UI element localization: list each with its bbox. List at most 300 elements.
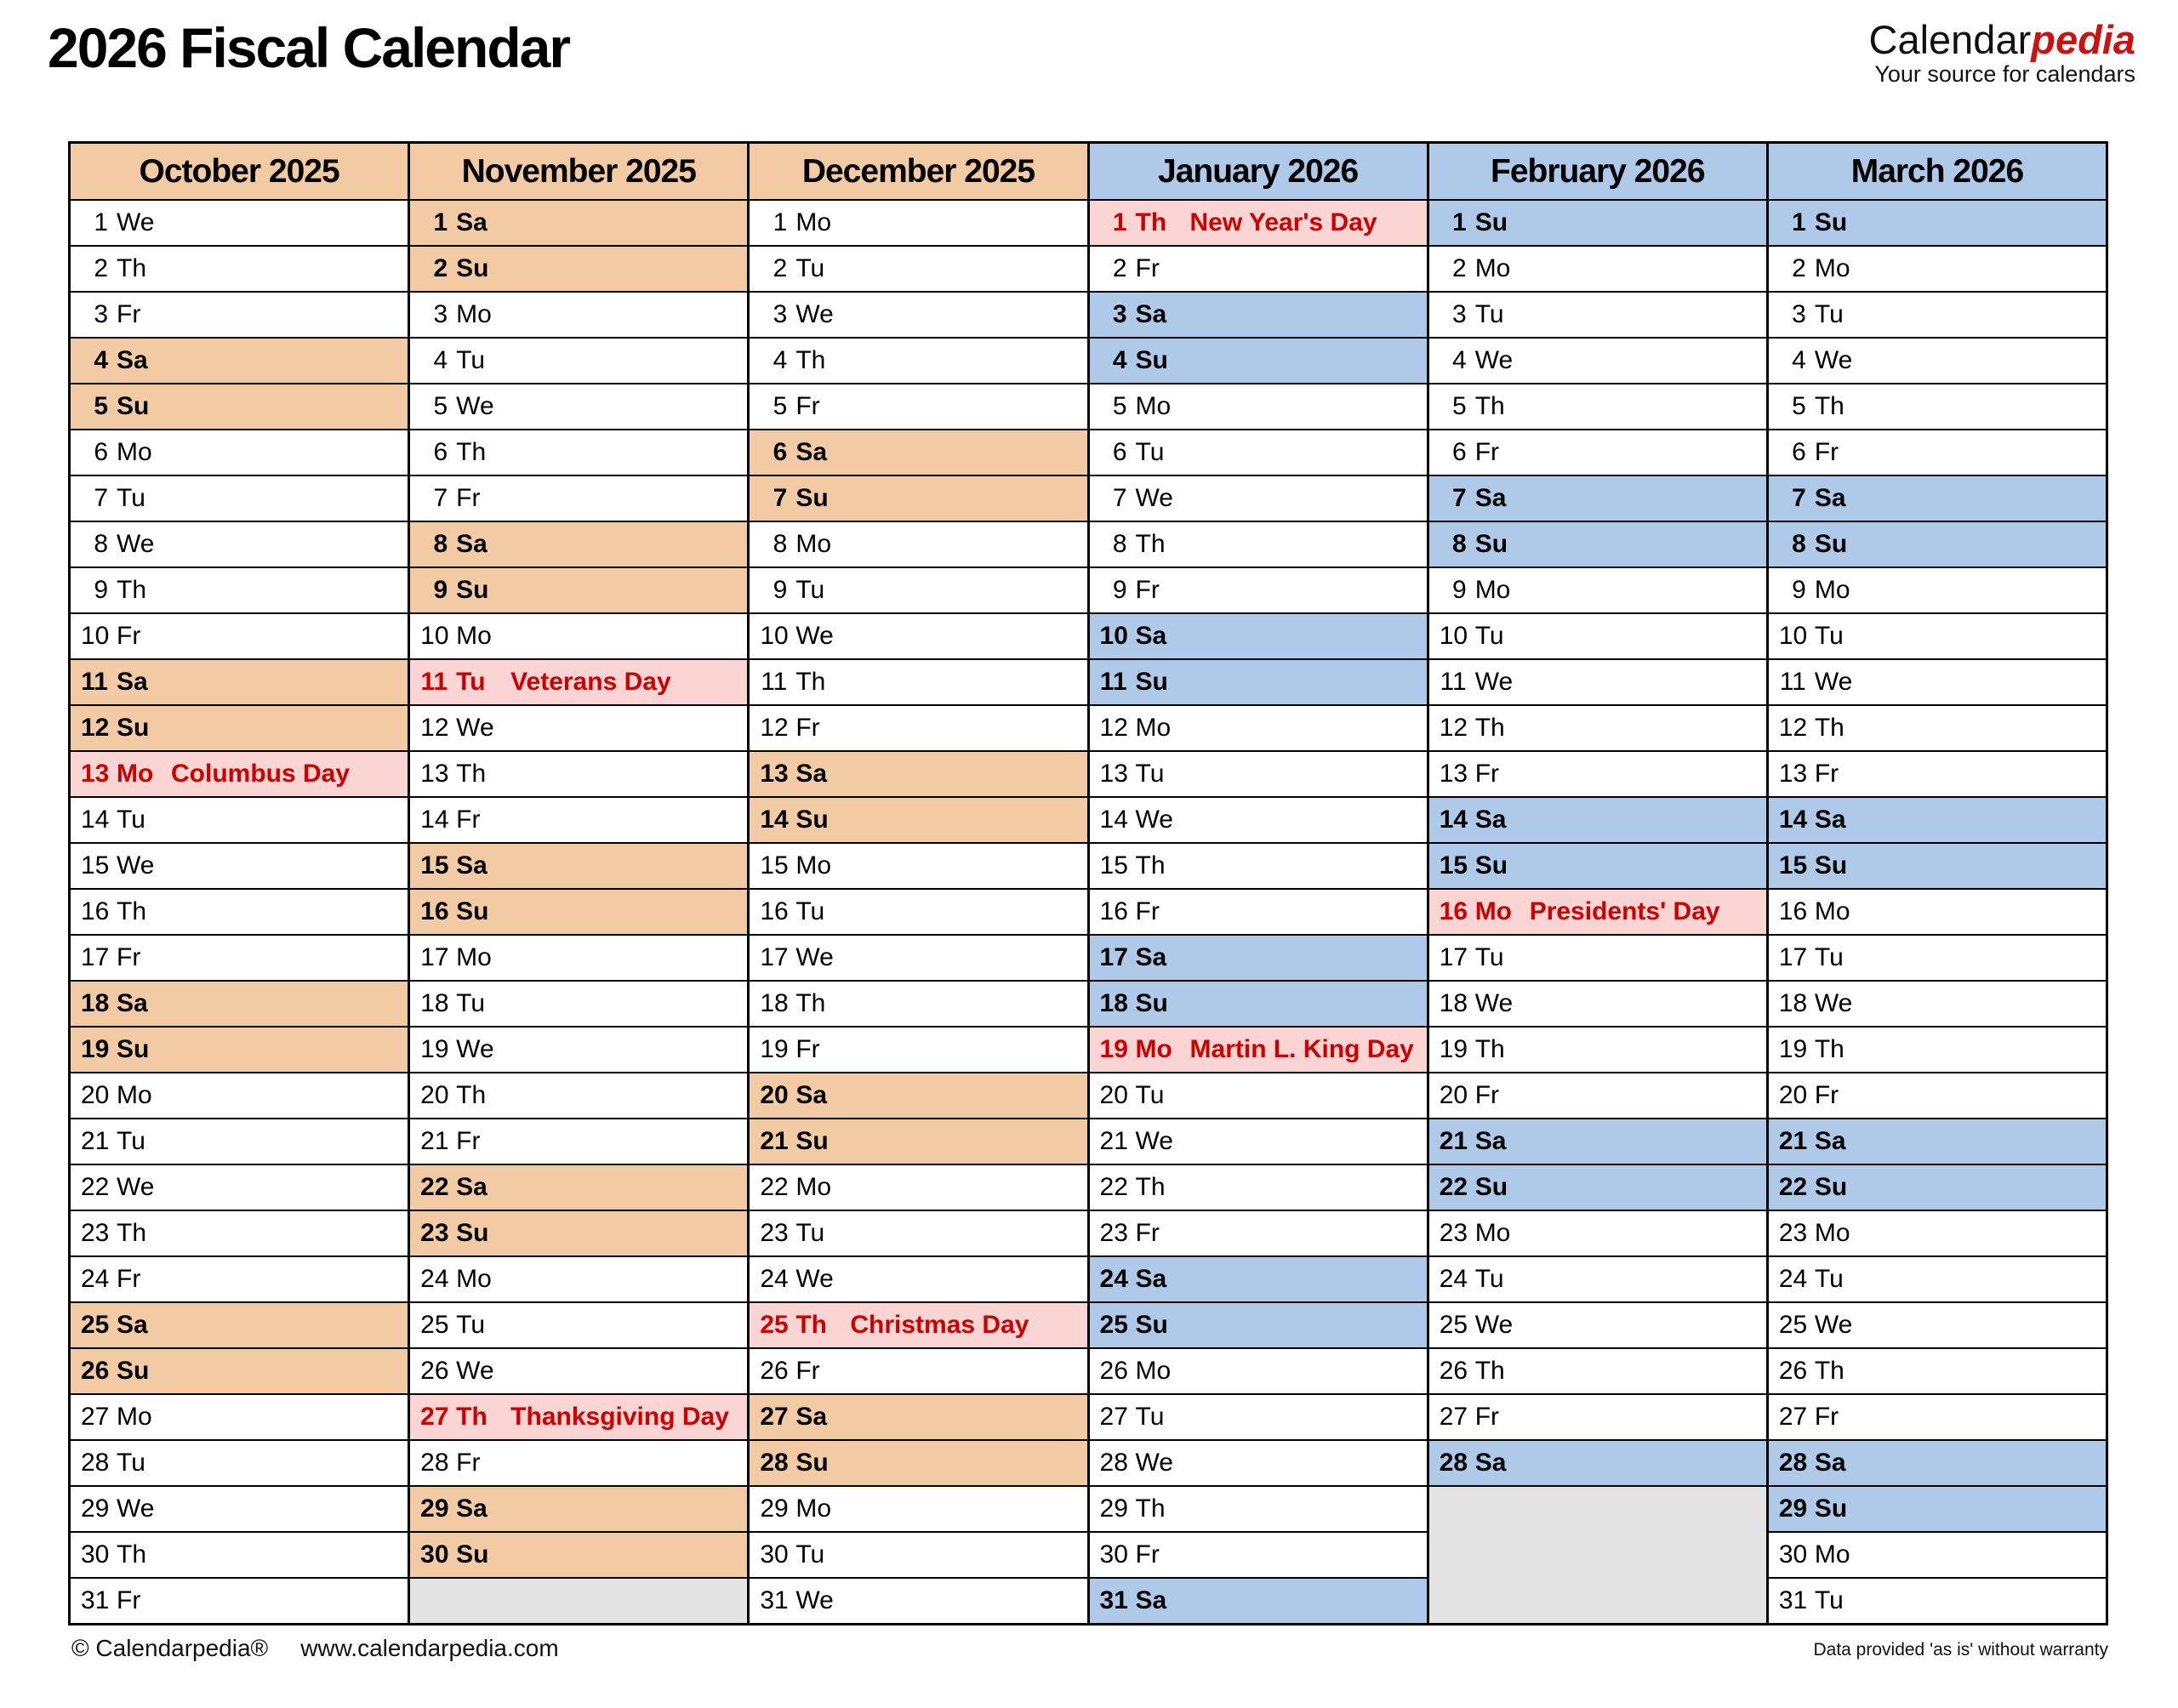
- day-cell-weekend: [410, 1531, 747, 1577]
- weekday-abbr: Tu: [1474, 622, 1504, 650]
- day-number: 22: [760, 1173, 789, 1201]
- weekday-abbr: Su: [1474, 208, 1508, 236]
- weekday-abbr: Su: [1474, 851, 1508, 880]
- day-number: 19: [1439, 1035, 1468, 1063]
- weekday-abbr: Tu: [795, 1219, 825, 1247]
- weekday-abbr: We: [117, 530, 155, 558]
- weekday-abbr: Su: [1135, 989, 1168, 1017]
- day-cell-weekend: [71, 383, 408, 429]
- weekday-abbr: Fr: [117, 622, 141, 650]
- weekday-abbr: We: [1474, 989, 1514, 1017]
- day-cell: [410, 796, 747, 842]
- day-number: 4: [94, 346, 108, 374]
- weekday-abbr: We: [795, 943, 834, 971]
- month-column-october-2025: [71, 144, 408, 1623]
- day-number: 10: [1099, 622, 1128, 650]
- day-number: 12: [760, 714, 789, 742]
- day-number: 20: [760, 1081, 789, 1109]
- day-number: 12: [420, 714, 449, 742]
- day-number: 21: [1099, 1127, 1128, 1155]
- day-cell-weekend: [1090, 612, 1427, 658]
- day-cell: [71, 1439, 408, 1485]
- weekday-abbr: Mo: [795, 1494, 832, 1523]
- weekday-abbr: Th: [1814, 714, 1844, 742]
- day-cell: [71, 1072, 408, 1118]
- day-cell: [750, 1026, 1086, 1072]
- day-number: 13: [1099, 760, 1128, 788]
- weekday-abbr: Th: [1135, 851, 1166, 880]
- weekday-abbr: Su: [1814, 208, 1848, 236]
- day-cell: [410, 934, 747, 980]
- day-cell: [1769, 612, 2106, 658]
- day-number: 5: [1792, 392, 1806, 420]
- day-cell-weekend: [1429, 842, 1766, 888]
- weekday-abbr: We: [117, 208, 155, 236]
- day-number: 28: [1099, 1449, 1128, 1477]
- day-number: 30: [1778, 1540, 1808, 1569]
- weekday-abbr: Mo: [117, 1403, 152, 1431]
- day-number: 16: [81, 897, 110, 925]
- day-cell: [1429, 1393, 1766, 1439]
- day-cell: [1090, 1347, 1427, 1393]
- day-cell: [410, 429, 747, 475]
- day-cell: [750, 1531, 1086, 1577]
- day-number: 8: [433, 530, 448, 558]
- day-cell-weekend: [1429, 796, 1766, 842]
- day-cell: [1090, 1531, 1427, 1577]
- day-number: 27: [1439, 1403, 1468, 1431]
- day-number: 28: [1778, 1449, 1808, 1477]
- day-cell: [1429, 383, 1766, 429]
- weekday-abbr: Fr: [1814, 1081, 1839, 1109]
- weekday-abbr: We: [456, 714, 494, 742]
- day-number: 3: [1792, 300, 1806, 328]
- weekday-abbr: Sa: [1135, 622, 1167, 650]
- weekday-abbr: Sa: [117, 346, 148, 374]
- day-cell: [71, 566, 408, 612]
- month-column-november-2025: [408, 144, 747, 1623]
- weekday-abbr: We: [117, 1494, 155, 1523]
- day-cell: [71, 245, 408, 291]
- weekday-abbr: Mo: [117, 438, 152, 466]
- day-cell: [1090, 796, 1427, 842]
- day-cell: [750, 1485, 1086, 1531]
- day-cell-weekend: [1769, 796, 2106, 842]
- day-cell: [1090, 521, 1427, 566]
- day-number: 27: [420, 1403, 449, 1431]
- day-number: 14: [420, 806, 449, 834]
- day-cell-weekend: [410, 1210, 747, 1255]
- weekday-abbr: Su: [1474, 530, 1508, 558]
- day-cell: [1429, 566, 1766, 612]
- weekday-abbr: Sa: [1474, 806, 1507, 834]
- day-number: 24: [81, 1265, 110, 1293]
- weekday-abbr: We: [456, 1035, 494, 1063]
- day-number: 16: [760, 897, 789, 925]
- day-number: 20: [1099, 1081, 1128, 1109]
- weekday-abbr: Fr: [1135, 1219, 1160, 1247]
- day-number: 31: [1099, 1586, 1128, 1614]
- month-column-march-2026: [1766, 144, 2106, 1623]
- day-number: 24: [1439, 1265, 1468, 1293]
- day-number: 6: [1792, 438, 1806, 466]
- day-cell: [1769, 245, 2106, 291]
- day-number: 23: [420, 1219, 449, 1247]
- day-cell-weekend: [1090, 337, 1427, 383]
- weekday-abbr: Sa: [1814, 806, 1846, 834]
- weekday-abbr: Th: [1474, 392, 1505, 420]
- day-cell-weekend: [1429, 521, 1766, 566]
- weekday-abbr: Mo: [1474, 897, 1513, 925]
- weekday-abbr: Th: [795, 1311, 827, 1339]
- day-number: 4: [773, 346, 788, 374]
- day-number: 25: [1439, 1311, 1468, 1339]
- holiday-label: Christmas Day: [850, 1311, 1029, 1339]
- day-number: 19: [760, 1035, 789, 1063]
- weekday-abbr: We: [1814, 1311, 1853, 1339]
- weekday-abbr: We: [117, 851, 155, 880]
- day-number: 26: [1099, 1357, 1128, 1385]
- day-number: 2: [1452, 254, 1467, 282]
- day-cell: [1769, 888, 2106, 934]
- holiday-label: Thanksgiving Day: [510, 1403, 729, 1431]
- day-cell: [410, 383, 747, 429]
- day-number: 25: [760, 1311, 789, 1339]
- day-cell: [1429, 1210, 1766, 1255]
- holiday-label: Columbus Day: [171, 760, 351, 788]
- day-number: 14: [1778, 806, 1808, 834]
- weekday-abbr: Tu: [795, 897, 825, 925]
- day-cell-weekend: [1429, 1118, 1766, 1164]
- day-number: 12: [81, 714, 110, 742]
- day-number: 21: [81, 1127, 110, 1155]
- day-cell: [1429, 750, 1766, 796]
- day-cell: [1429, 291, 1766, 337]
- day-number: 5: [1452, 392, 1467, 420]
- weekday-abbr: Mo: [1814, 897, 1850, 925]
- day-cell: [410, 750, 747, 796]
- weekday-abbr: Mo: [456, 1265, 492, 1293]
- weekday-abbr: Tu: [117, 484, 145, 512]
- weekday-abbr: Tu: [456, 1311, 486, 1339]
- day-cell: [1429, 1026, 1766, 1072]
- weekday-abbr: We: [1814, 346, 1853, 374]
- day-cell: [1090, 1164, 1427, 1210]
- day-number: 22: [420, 1173, 449, 1201]
- weekday-abbr: Tu: [795, 576, 825, 604]
- day-cell: [1429, 704, 1766, 750]
- day-number: 28: [760, 1449, 789, 1477]
- day-number: 7: [773, 484, 788, 512]
- weekday-abbr: Mo: [795, 530, 832, 558]
- day-number: 8: [773, 530, 788, 558]
- day-number: 31: [1778, 1586, 1808, 1614]
- weekday-abbr: Th: [795, 668, 826, 696]
- day-cell: [1090, 566, 1427, 612]
- weekday-abbr: Sa: [1135, 943, 1167, 971]
- day-number: 14: [81, 806, 110, 834]
- day-number: 13: [420, 760, 449, 788]
- weekday-abbr: Tu: [1135, 760, 1165, 788]
- day-cell: [410, 291, 747, 337]
- weekday-abbr: Th: [456, 1081, 487, 1109]
- weekday-abbr: Th: [456, 438, 487, 466]
- day-cell: [1769, 658, 2106, 704]
- weekday-abbr: Tu: [117, 1127, 145, 1155]
- day-cell: [1429, 429, 1766, 475]
- day-cell-weekend: [1769, 199, 2106, 245]
- website-link[interactable]: www.calendarpedia.com: [300, 1635, 559, 1661]
- day-number: 15: [81, 851, 110, 880]
- day-cell: [750, 934, 1086, 980]
- day-cell: [1090, 383, 1427, 429]
- day-cell: [410, 1439, 747, 1485]
- calendar-table: [68, 141, 2108, 1625]
- day-number: 24: [760, 1265, 789, 1293]
- day-cell-weekend: [410, 1485, 747, 1531]
- day-cell: [1429, 980, 1766, 1026]
- day-number: 7: [433, 484, 448, 512]
- day-number: 24: [1778, 1265, 1808, 1293]
- weekday-abbr: Th: [795, 346, 826, 374]
- day-number: 10: [1439, 622, 1468, 650]
- weekday-abbr: Fr: [117, 943, 141, 971]
- weekday-abbr: We: [1135, 1449, 1173, 1477]
- day-cell: [1429, 245, 1766, 291]
- day-number: 1: [433, 208, 448, 236]
- weekday-abbr: We: [117, 1173, 155, 1201]
- day-cell-holiday: [1429, 888, 1766, 934]
- day-number: 1: [1452, 208, 1467, 236]
- day-number: 12: [1439, 714, 1468, 742]
- weekday-abbr: Mo: [456, 622, 492, 650]
- weekday-abbr: Fr: [795, 1357, 820, 1385]
- weekday-abbr: Sa: [795, 1081, 828, 1109]
- logo-text-red: pedia: [2031, 17, 2135, 62]
- day-number: 20: [1439, 1081, 1468, 1109]
- day-cell: [1090, 704, 1427, 750]
- day-number: 12: [1778, 714, 1808, 742]
- weekday-abbr: Sa: [456, 1494, 487, 1523]
- weekday-abbr: Tu: [1135, 1403, 1165, 1431]
- weekday-abbr: Mo: [1814, 1219, 1850, 1247]
- day-cell: [71, 796, 408, 842]
- day-cell: [71, 475, 408, 521]
- weekday-abbr: Sa: [1814, 1449, 1846, 1477]
- holiday-label: Veterans Day: [510, 668, 671, 696]
- day-cell: [71, 521, 408, 566]
- day-cell-weekend: [1769, 521, 2106, 566]
- weekday-abbr: Mo: [795, 1173, 832, 1201]
- weekday-abbr: Tu: [456, 668, 486, 696]
- day-cell: [410, 1255, 747, 1301]
- day-cell: [71, 1485, 408, 1531]
- weekday-abbr: Th: [117, 1219, 147, 1247]
- weekday-abbr: Fr: [1474, 438, 1500, 466]
- day-cell-weekend: [1429, 199, 1766, 245]
- weekday-abbr: Fr: [1474, 1081, 1500, 1109]
- weekday-abbr: Mo: [456, 943, 492, 971]
- day-cell: [750, 612, 1086, 658]
- day-cell-weekend: [1769, 1118, 2106, 1164]
- weekday-abbr: Mo: [456, 300, 492, 328]
- weekday-abbr: Sa: [795, 438, 828, 466]
- weekday-abbr: Sa: [1474, 484, 1507, 512]
- day-number: 17: [1778, 943, 1808, 971]
- day-cell: [1090, 1393, 1427, 1439]
- weekday-abbr: Mo: [1474, 254, 1511, 282]
- day-cell: [1429, 1301, 1766, 1347]
- day-cell: [1769, 1301, 2106, 1347]
- month-header: December 2025: [750, 144, 1086, 199]
- day-number: 27: [1099, 1403, 1128, 1431]
- day-cell: [750, 1577, 1086, 1623]
- weekday-abbr: Th: [1474, 714, 1505, 742]
- day-number: 16: [1099, 897, 1128, 925]
- day-number: 21: [760, 1127, 789, 1155]
- day-cell: [71, 1577, 408, 1623]
- day-number: 20: [1778, 1081, 1808, 1109]
- day-cell: [1769, 750, 2106, 796]
- day-number: 11: [1440, 668, 1467, 696]
- day-cell: [410, 475, 747, 521]
- day-cell: [1769, 1347, 2106, 1393]
- day-cell: [1769, 1393, 2106, 1439]
- weekday-abbr: Fr: [456, 1449, 481, 1477]
- weekday-abbr: Su: [1814, 851, 1848, 880]
- weekday-abbr: Mo: [1814, 1540, 1850, 1569]
- day-number: 18: [1099, 989, 1128, 1017]
- day-number: 22: [1099, 1173, 1128, 1201]
- day-number: 17: [760, 943, 789, 971]
- day-cell: [71, 1393, 408, 1439]
- page-title: 2026 Fiscal Calendar: [48, 16, 570, 79]
- day-cell: [71, 888, 408, 934]
- day-cell-empty: [1429, 1531, 1766, 1577]
- day-number: 9: [773, 576, 788, 604]
- weekday-abbr: Sa: [456, 208, 487, 236]
- weekday-abbr: Su: [117, 1035, 150, 1063]
- weekday-abbr: Fr: [456, 806, 481, 834]
- day-number: 23: [81, 1219, 110, 1247]
- day-number: 13: [81, 760, 110, 788]
- weekday-abbr: We: [1814, 668, 1853, 696]
- day-cell: [1429, 1255, 1766, 1301]
- day-number: 18: [81, 989, 110, 1017]
- weekday-abbr: Su: [1135, 346, 1168, 374]
- day-cell-weekend: [1090, 658, 1427, 704]
- weekday-abbr: Tu: [1814, 943, 1844, 971]
- day-number: 22: [81, 1173, 110, 1201]
- weekday-abbr: Su: [456, 1219, 489, 1247]
- day-cell-weekend: [410, 1164, 747, 1210]
- day-cell: [410, 612, 747, 658]
- weekday-abbr: Tu: [1474, 943, 1504, 971]
- footer-copyright: [71, 1635, 559, 1662]
- day-number: 4: [1452, 346, 1467, 374]
- day-number: 6: [773, 438, 788, 466]
- day-cell-weekend: [71, 658, 408, 704]
- weekday-abbr: Fr: [1135, 254, 1160, 282]
- logo-tagline: Your source for calendars: [1874, 61, 2135, 88]
- day-cell: [1090, 475, 1427, 521]
- day-cell: [750, 1347, 1086, 1393]
- day-number: 18: [1439, 989, 1468, 1017]
- day-cell-weekend: [750, 750, 1086, 796]
- day-cell-weekend: [1090, 1301, 1427, 1347]
- day-cell: [750, 1210, 1086, 1255]
- day-cell: [750, 888, 1086, 934]
- day-number: 10: [420, 622, 449, 650]
- day-number: 11: [81, 668, 108, 696]
- day-number: 28: [1439, 1449, 1468, 1477]
- weekday-abbr: Sa: [795, 760, 828, 788]
- day-number: 2: [1792, 254, 1806, 282]
- day-cell-weekend: [1090, 980, 1427, 1026]
- weekday-abbr: Su: [1814, 1173, 1848, 1201]
- day-number: 1: [94, 208, 108, 236]
- day-cell: [750, 383, 1086, 429]
- weekday-abbr: Sa: [456, 1173, 487, 1201]
- day-cell: [750, 1255, 1086, 1301]
- day-cell-weekend: [71, 1301, 408, 1347]
- month-header: October 2025: [71, 144, 408, 199]
- day-number: 6: [94, 438, 108, 466]
- day-cell-holiday: [410, 1393, 747, 1439]
- weekday-abbr: Sa: [1814, 1127, 1846, 1155]
- weekday-abbr: Tu: [117, 806, 145, 834]
- weekday-abbr: Mo: [1135, 1357, 1172, 1385]
- weekday-abbr: Su: [795, 484, 829, 512]
- weekday-abbr: We: [1135, 484, 1173, 512]
- weekday-abbr: Su: [1474, 1173, 1508, 1201]
- day-number: 5: [433, 392, 448, 420]
- day-number: 27: [1778, 1403, 1808, 1431]
- day-number: 7: [1792, 484, 1806, 512]
- day-number: 19: [420, 1035, 449, 1063]
- day-number: 25: [1099, 1311, 1128, 1339]
- day-cell-weekend: [71, 704, 408, 750]
- month-column-january-2026: [1087, 144, 1427, 1623]
- day-number: 7: [94, 484, 108, 512]
- day-cell: [1090, 888, 1427, 934]
- weekday-abbr: Th: [1474, 1357, 1505, 1385]
- weekday-abbr: We: [1135, 806, 1173, 834]
- weekday-abbr: Fr: [1474, 1403, 1500, 1431]
- weekday-abbr: Mo: [795, 208, 832, 236]
- day-number: 30: [1099, 1540, 1128, 1569]
- weekday-abbr: Th: [1814, 1035, 1844, 1063]
- day-number: 3: [1112, 300, 1127, 328]
- weekday-abbr: Sa: [795, 1403, 828, 1431]
- day-cell-weekend: [410, 888, 747, 934]
- day-number: 21: [1439, 1127, 1468, 1155]
- day-cell: [750, 704, 1086, 750]
- day-number: 29: [1778, 1494, 1808, 1523]
- weekday-abbr: Tu: [1135, 438, 1165, 466]
- day-number: 18: [420, 989, 449, 1017]
- day-number: 17: [420, 943, 449, 971]
- weekday-abbr: Sa: [1474, 1127, 1507, 1155]
- day-cell: [410, 1347, 747, 1393]
- weekday-abbr: We: [456, 1357, 494, 1385]
- day-number: 15: [1778, 851, 1808, 880]
- day-cell: [410, 704, 747, 750]
- weekday-abbr: Tu: [1814, 622, 1844, 650]
- day-number: 26: [1439, 1357, 1468, 1385]
- weekday-abbr: Su: [795, 806, 829, 834]
- day-number: 3: [1452, 300, 1467, 328]
